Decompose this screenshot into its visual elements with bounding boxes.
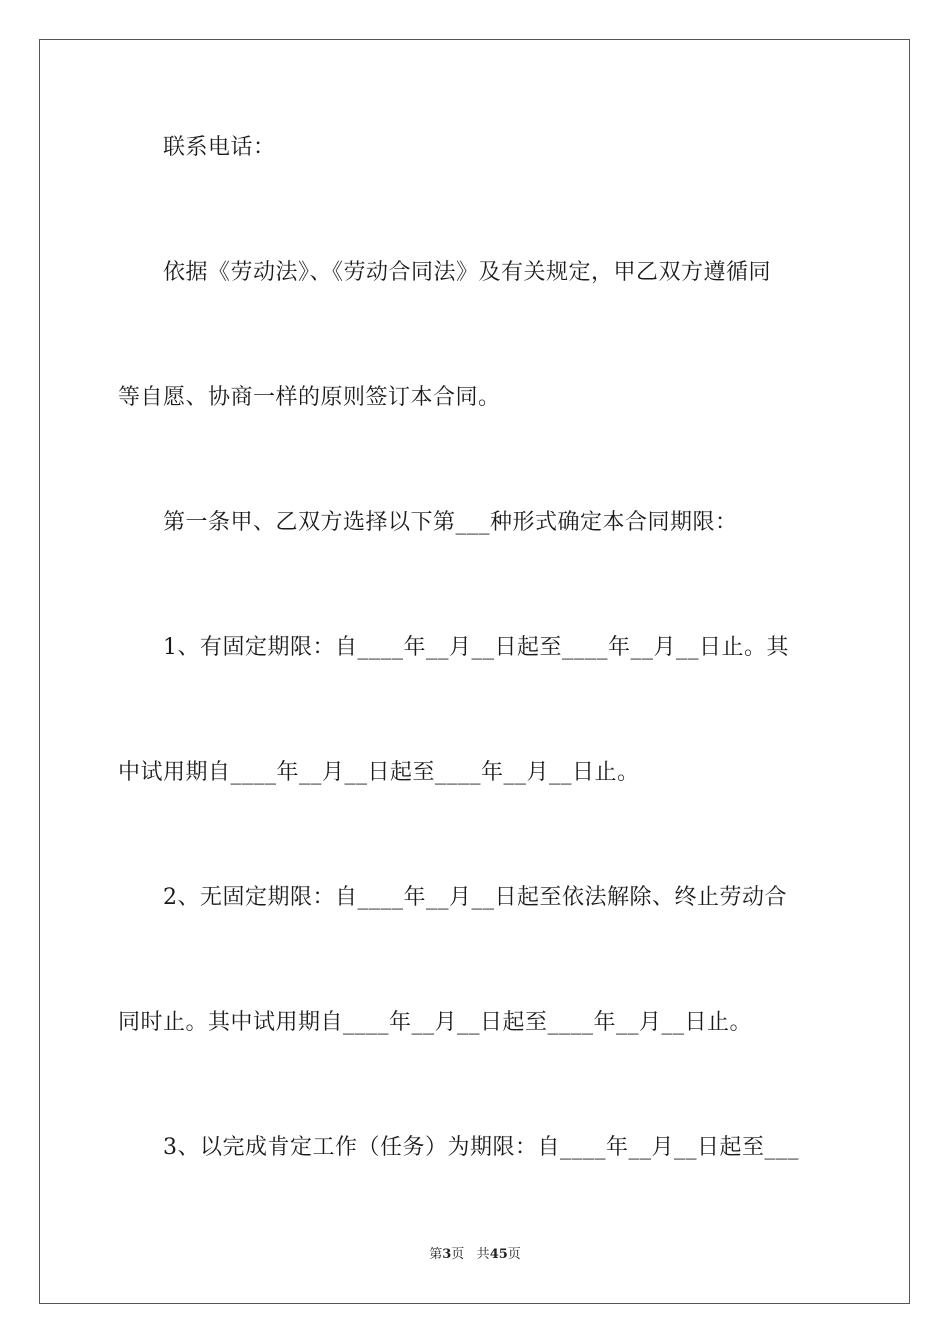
option-2-continuation-line: 同时止。其中试用期自____年__月__日起至____年__月__日止。 xyxy=(118,1010,753,1035)
page-footer xyxy=(0,1247,950,1263)
footer-total-pages: 45 xyxy=(489,1247,508,1262)
footer-prefix: 第 xyxy=(429,1247,443,1262)
paragraph-line: 依据《劳动法》、《劳动合同法》及有关规定，甲乙双方遵循同 xyxy=(118,260,772,285)
option-3-line: 3、以完成肯定工作（任务）为期限：自____年__月__日起至___ xyxy=(118,1135,799,1160)
paragraph-line: 等自愿、协商一样的原则签订本合同。 xyxy=(118,385,501,410)
option-1-line: 1、有固定期限：自____年__月__日起至____年__月__日止。其 xyxy=(118,635,789,660)
article-one-line: 第一条甲、乙双方选择以下第___种形式确定本合同期限： xyxy=(118,510,738,535)
option-1-continuation-line: 中试用期自____年__月__日起至____年__月__日止。 xyxy=(118,760,640,785)
footer-total-suffix: 页 xyxy=(507,1247,521,1262)
option-2-line: 2、无固定期限：自____年__月__日起至依法解除、终止劳动合 xyxy=(118,885,787,910)
page-frame xyxy=(39,39,910,1304)
contact-phone-line: 联系电话： xyxy=(118,135,276,160)
footer-page-number: 3 xyxy=(442,1247,452,1262)
footer-total-prefix: 共 xyxy=(476,1247,490,1262)
footer-page-suffix: 页 xyxy=(451,1247,465,1262)
